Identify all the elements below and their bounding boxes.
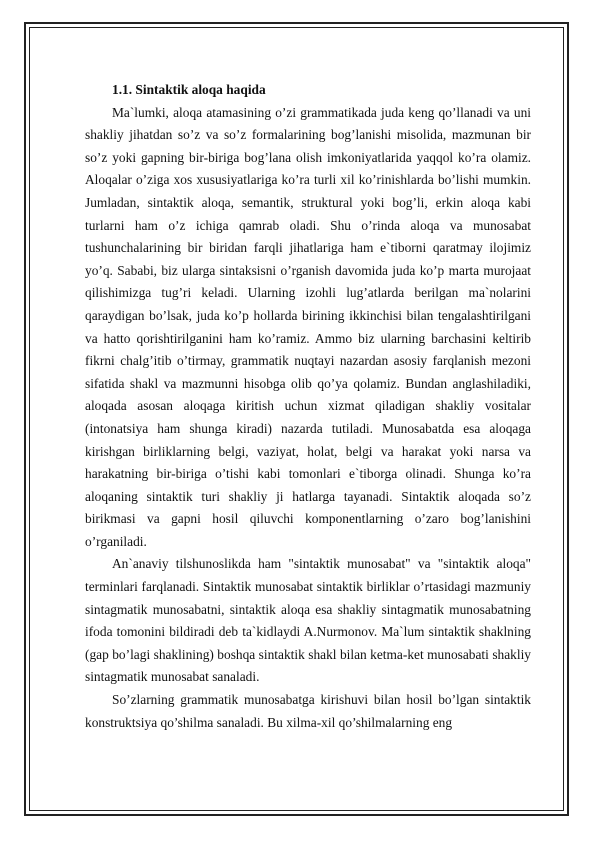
document-body xyxy=(85,77,531,734)
paragraph-1: Ma`lumki, aloqa atamasining o’zi grammatikada juda keng qo’llanadi va uni shakliy jihatdan so’z va so’z formalarining bog’lanishi misolida, mazmunan bir so’z yoki gapning bir-biriga bog’lana olish imkoniyatlarida yaqqol ko’ra olamiz. Aloqalar o’ziga xos xususiyatlariga ko’ra turli xil ko’rinishlarda bo’lishi mumkin. Jumladan, sintaktik aloqa, semantik, struktural yoki bog’li, erkin aloqa kabi turlarni ham o’z ichiga qamrab oladi. Shu o’rinda aloqa va munosabat tushunchalarining bir biridan farqli jihatlariga ham e`tiborni qaratmay ilojimiz yo’q. Sababi, biz ularga sintaksisni o’rganish davomida juda ko’p marta murojaat qilishimizga tug’ri keladi. Ularning izohli lug’atlarda berilgan ma`nolarini qaraydigan bo’lsak, juda ko’p hollarda birining ikkinchisi bilan tengalashtirilgani va hatto qorishtirilganini ham ko’ramiz. Ammo biz ularning barchasini keltirib fikrni chalg’itib o’tirmay, grammatik nuqtayi nazardan asosiy farqlanish mezoni sifatida shakl va mazmunni hisobga olib qo’ya qolamiz. Bundan anglashiladiki, aloqada asosan aloqaga kiritish uchun xizmat qiladigan shakliy vositalar (intonatsiya ham shunga kiradi) nazarda tutiladi. Munosabatda esa aloqaga kirishgan birliklarning belgi, vaziyat, holat, belgi va harakat yoki narsa va harakatning bir-biriga o’tishi kabi tomonlari e`tiborga olinadi. Shunga ko’ra aloqaning sintaktik turi shakliy ji hatlarga tayanadi. Sintaktik aloqada so’z birikmasi va gapni hosil qiluvchi komponentlarning o’zaro bog’lanishini o’rganiladi. xyxy=(85,104,531,549)
paragraph-2: An`anaviy tilshunoslikda ham "sintaktik munosabat" va "sintaktik aloqa" terminlari farqlanadi. Sintaktik munosabat sintaktik birliklar o’rtasidagi mazmuniy sintagmatik munosabatni, sintaktik aloqa esa shakliy sintagmatik munosabatning ifoda tomonini bildiradi deb ta`kidlaydi A.Nurmonov. Ma`lum sintaktik shaklning (gap bo’lagi shaklining) boshqa sintaktik shakl bilan ketma-ket munosabati shakliy sintagmatik munosabat sanaladi. xyxy=(85,556,531,685)
section-heading: 1.1. Sintaktik aloqa haqida xyxy=(112,82,266,97)
paragraph-3: So’zlarning grammatik munosabatga kirishuvi bilan hosil bo’lgan sintaktik konstruktsiya qo’shilma sanaladi. Bu xilma-xil qo’shilmalarning eng xyxy=(85,692,531,730)
